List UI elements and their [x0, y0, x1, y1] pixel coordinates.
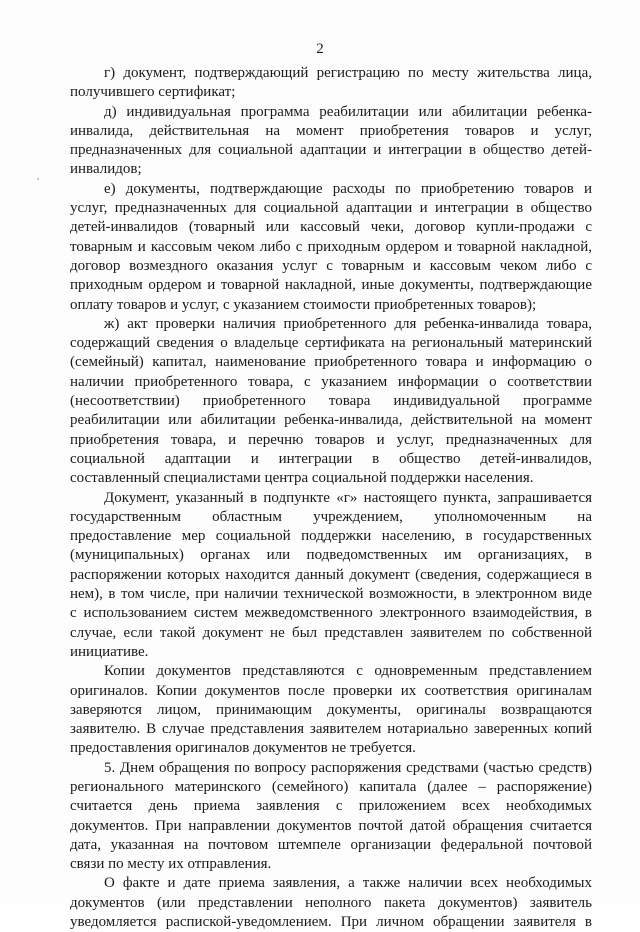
text-line: О факте и дате приема заявления, а также наличии всех необходимых	[104, 875, 592, 892]
text-line: заявителю. В случае представления заявителем нотариально заверенных копий	[70, 721, 592, 738]
text-line: наличии приобретенного товара, с указанием информации о соответствии	[70, 373, 592, 390]
document-body	[70, 64, 592, 932]
text-line: Документ, указанный в подпункте «г» настоящего пункта, запрашивается	[104, 489, 592, 506]
text-line: 5. Днем обращения по вопросу распоряжения средствами (частью средств)	[104, 759, 592, 776]
text-line: приходным ордером и товарной накладной, иные документы, подтверждающие	[70, 277, 592, 294]
text-line: договор возмездного оказания услуг с товарным и кассовым чеком либо с	[70, 257, 592, 274]
paragraph	[70, 874, 592, 932]
text-line: социальной адаптации и интеграции в общество детей-инвалидов,	[70, 450, 592, 467]
text-line: Копии документов представляются с одновременным представлением	[104, 663, 592, 680]
text-line: г) документ, подтверждающий регистрацию по месту жительства лица,	[104, 65, 592, 81]
paragraph	[70, 315, 592, 489]
text-line: заверяются лицом, принимающим документы, оригиналы возвращаются	[70, 701, 592, 718]
text-line: (несоответствии) приобретенного товара индивидуальной программе	[70, 393, 592, 410]
text-line: составленный специалистами центра социальной поддержки населения.	[70, 470, 534, 487]
text-line: детей-инвалидов (товарный или кассовый чеки, договор купли-продажи с	[70, 219, 592, 236]
text-line: уведомляется распиской-уведомлением. При личном обращении заявителя в	[70, 914, 592, 931]
text-line: инвалидов;	[70, 161, 142, 178]
text-line: (муниципальных) органах или подведомственных им организациях, в	[70, 547, 592, 564]
text-line: государственным областным учреждением, уполномоченным на	[70, 508, 592, 525]
text-line: документов. При направлении документов почтой датой обращения считается	[70, 817, 592, 834]
text-line: товарным и кассовым чеком либо с приходным ордером и товарной накладной,	[70, 238, 592, 255]
text-line: д) индивидуальная программа реабилитации или абилитации ребенка-	[104, 103, 592, 120]
paragraph	[70, 180, 592, 315]
paragraph	[70, 64, 592, 103]
text-line: регионального материнского (семейного) капитала (далее – распоряжение)	[70, 778, 592, 795]
paragraph	[70, 489, 592, 663]
scan-speck	[37, 178, 39, 180]
paragraph	[70, 759, 592, 875]
paragraph	[70, 662, 592, 758]
text-line: документов (или представлении неполного пакета документов) заявитель	[70, 894, 592, 911]
text-line: содержащий сведения о владельце сертификата на региональный материнский	[70, 335, 592, 352]
text-line: инициативе.	[70, 643, 149, 660]
text-line: нем), в том числе, при наличии технической возможности, в электронном виде	[70, 586, 592, 603]
text-line: связи по месту их отправления.	[70, 856, 272, 873]
text-line: дата, указанная на почтовом штемпеле организации федеральной почтовой	[70, 836, 592, 853]
text-line: оплату товаров и услуг, с указанием стоимости приобретенных товаров);	[70, 296, 537, 313]
text-line: оригиналов. Копии документов после проверки их соответствия оригиналам	[70, 682, 592, 699]
text-line: случае, если такой документ не был представлен заявителем по собственной	[70, 624, 592, 641]
text-line: ж) акт проверки наличия приобретенного для ребенка-инвалида товара,	[104, 315, 592, 332]
text-line: предоставление мер социальной поддержки населению, в государственных	[70, 528, 592, 545]
text-line: инвалида, действительная на момент приобретения товаров и услуг,	[70, 122, 592, 139]
text-line: е) документы, подтверждающие расходы по приобретению товаров и	[104, 180, 592, 197]
text-line: с использованием систем межведомственного электронного взаимодействия, в	[70, 605, 592, 622]
page-number: 2	[316, 41, 324, 57]
paragraph	[70, 103, 592, 180]
text-line: считается день приема заявления с приложением всех необходимых	[70, 798, 592, 815]
text-line: получившего сертификат;	[70, 84, 236, 101]
text-line: предоставления оригиналов документов не требуется.	[70, 740, 416, 757]
text-line: (семейный) капитал, наименование приобретенного товара и информацию о	[70, 354, 592, 371]
text-line: услуг, предназначенных для социальной адаптации и интеграции в общество	[70, 200, 592, 217]
text-line: приобретения товара, и перечню товаров и услуг, предназначенных для	[70, 431, 592, 448]
text-line: реабилитации или абилитации ребенка-инвалида, действительной на момент	[70, 412, 592, 429]
text-line: распоряжении которых находится данный документ (сведения, содержащиеся в	[70, 566, 592, 583]
text-line: предназначенных для социальной адаптации и интеграции в общество детей-	[70, 142, 592, 159]
